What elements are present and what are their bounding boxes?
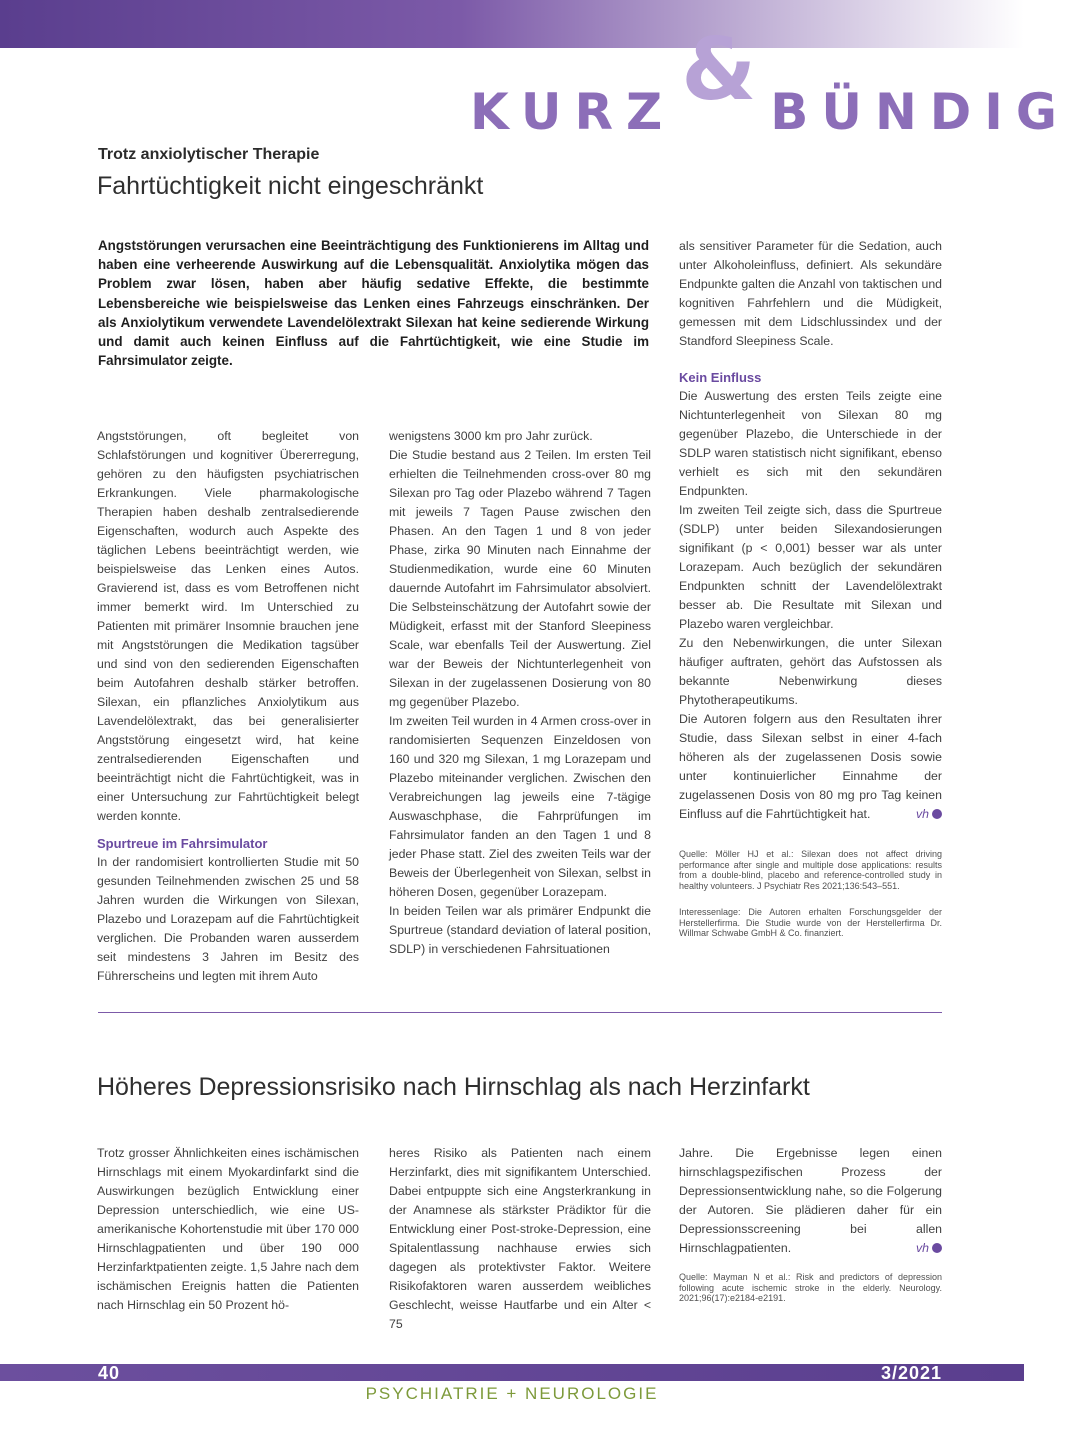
- body-text: Die Autoren folgern aus den Resultaten ihrer Studie, dass Silexan selbst in einer 4-fach höheren als der zugelassenen Dosis sowie unter kontinuierlicher Einnahme der zugelassenen Dosis von 80 mg pro Tag keinen Einfluss auf die Fahrtüchtigkeit hat.: [679, 712, 942, 821]
- article1-interests: Interessenlage: Die Autoren erhalten Forschungsgelder der Herstellerfirma. Die Studie wurde von der Herstellerfirma Dr. Willmar Schwabe GmbH & Co. finanziert.: [679, 907, 942, 938]
- journal-name: PSYCHIATRIE + NEUROLOGIE: [365, 1384, 659, 1403]
- article1-kicker: Trotz anxiolytischer Therapie: [98, 146, 320, 163]
- body-paragraph: In der randomisiert kontrollierten Studie mit 50 gesunden Teilnehmenden zwischen 25 und 58 Jahren wurden die Wirkungen von Silexan, Plazebo und Lorazepam auf die Fahrtüchtigkeit verglichen. Die Probanden waren ausserdem seit mindestens 3 Jahren im Besitz des Führerscheins und legten mit ihrem Auto: [97, 855, 359, 983]
- article1-subheading-spurtreue: Spurtreue im Fahrsimulator: [97, 836, 268, 851]
- signature-text: vh: [916, 1241, 929, 1255]
- brand-word-buendig: BÜNDIG: [770, 83, 1070, 141]
- page-number: 40: [98, 1363, 121, 1383]
- body-paragraph: als sensitiver Parameter für die Sedation, auch unter Alkoholeinfluss, definiert. Als sekundäre Endpunkte galten die Anzahl von taktischen und kognitiven Fahrfehlern und die Müdigkeit, gemessen mit dem Lidschlussindex und der Standford Sleepiness Scale.: [679, 239, 942, 348]
- end-mark-icon: [932, 1243, 942, 1253]
- body-paragraph: Im zweiten Teil zeigte sich, dass die Spurtreue (SDLP) unter beiden Silexandosierungen signifikant (p < 0,001) besser war als unter Lorazepam. Auch bezüglich der sekundären Endpunkten schnitt der Lavendelölextrakt besser ab. Die Resultate mit Silexan und Plazebo waren vergleichbar.: [679, 503, 942, 631]
- brand-word-kurz: KURZ: [470, 83, 676, 141]
- article2-column-2: [389, 1144, 651, 1334]
- body-paragraph: Die Studie bestand aus 2 Teilen. Im ersten Teil erhielten die Teilnehmenden cross-over 80 mg Silexan pro Tag oder Plazebo während 7 Tagen mit jeweils 7 Tagen Pause zwischen den Phasen. An den Tagen 1 und 8 von jeder Phase, zirka 90 Minuten nach Einnahme der Studienmedikation, wurde eine 60 Minuten dauernde Autofahrt im Fahrsimulator absolviert. Die Selbsteinschätzung der Autofahrt sowie der Müdigkeit, erfasst mit der Stanford Sleepiness Scale, war ebenfalls Teil der Auswertung. Ziel war der Beweis der Nichtunterlegenheit von Silexan in der zugelassenen Dosierung von 80 mg gegenüber Plazebo.: [389, 448, 651, 709]
- article2-column-3: [679, 1144, 942, 1304]
- brand-ampersand: &: [681, 20, 757, 120]
- body-paragraph: Trotz grosser Ähnlichkeiten eines ischämischen Hirnschlags mit einem Myokardinfarkt sind die Auswirkungen bezüglich Entwicklung einer Depression unterschiedlich, wie eine US-amerikanische Kohortenstudie mit über 170 000 Hirnschlagpatienten und über 190 000 Herzinfarktpatienten zeigte. 1,5 Jahre nach dem ischämischen Ereignis hatten die Patienten nach Hirnschlag ein 50 Prozent hö-: [97, 1146, 359, 1312]
- issue-number: 3/2021: [880, 1363, 942, 1383]
- body-text: Jahre. Die Ergebnisse legen einen hirnschlagspezifischen Prozess der Depressionsentwicklung nahe, so die Folgerung der Autoren. Sie plädieren daher für ein Depressionsscreening bei allen Hirnschlagpatienten.: [679, 1146, 942, 1255]
- section-brand: [470, 20, 1070, 141]
- article2-title: Höheres Depressionsrisiko nach Hirnschlag als nach Herzinfarkt: [97, 1073, 810, 1101]
- signature-text: vh: [916, 807, 929, 821]
- body-paragraph: heres Risiko als Patienten nach einem Herzinfarkt, dies mit signifikantem Unterschied. Dabei entpuppte sich eine Angsterkrankung in der Anamnese als stärkster Prädiktor für die Entwicklung einer Post-stroke-Depression, eine Spitalentlassung nachhause erwies sich dagegen als protektivster Faktor. Weitere Risikofaktoren waren ausserdem weibliches Geschlecht, weisse Hautfarbe und ein Alter < 75: [389, 1146, 651, 1331]
- author-signature: [916, 1239, 942, 1258]
- body-paragraph: Die Auswertung des ersten Teils zeigte eine Nichtunterlegenheit von Silexan 80 mg gegenüber Plazebo, die Unterschiede in der SDLP waren statistisch nicht signifikant, ebenso verhielt es sich mit den sekundären Endpunkten.: [679, 389, 942, 498]
- end-mark-icon: [932, 809, 942, 819]
- body-paragraph: wenigstens 3000 km pro Jahr zurück.: [389, 429, 593, 443]
- article1-subheading-kein-einfluss: Kein Einfluss: [679, 370, 762, 385]
- body-paragraph-final: [679, 710, 942, 824]
- article1-column-1: [97, 427, 359, 986]
- body-paragraph: Angststörungen, oft begleitet von Schlafstörungen und kognitiver Übererregung, gehören zu den häufigsten psychiatrischen Erkrankungen. Viele pharmakologische Therapien haben deshalb zentralsedierende Eigenschaften, wodurch auch Aspekte des täglichen Lebens beeinträchtigt werden, wie beispielsweise das Lenken eines Autos. Gravierend ist, dass es vom Betroffenen nicht immer bemerkt wird. Im Unterschied zu Patienten mit primärer Insomnie brauchen jene mit Angststörungen die Medikation tagsüber und sind von den sedierenden Eigenschaften beim Autofahren deshalb stärker betroffen. Silexan, ein pflanzliches Anxiolytikum aus Lavendelölextrakt, das bei generalisierter Angststörung eingesetzt wird, hat keine zentralsedierenden Eigenschaften und beeinträchtigt nicht die Fahrtüchtigkeit, was in einer Untersuchung zur Fahrtüchtigkeit belegt werden konnte.: [97, 429, 359, 823]
- article1-source: Quelle: Möller HJ et al.: Silexan does not affect driving performance after single and multiple dose applications: results from a double-blind, placebo and reference-controlled study in healthy volunteers. J Psychiatr Res 2021;136:543–551.: [679, 849, 942, 891]
- article1-column-3: [679, 237, 942, 939]
- article-divider: [98, 1012, 942, 1013]
- body-paragraph: Zu den Nebenwirkungen, die unter Silexan häufiger auftraten, gehört das Aufstossen als bekannte Nebenwirkung dieses Phytotherapeutikums.: [679, 636, 942, 707]
- author-signature: [916, 805, 942, 824]
- article2-source: Quelle: Mayman N et al.: Risk and predictors of depression following acute ischemic stroke in the elderly. Neurology. 2021;96(17):e2184-e2191.: [679, 1272, 942, 1303]
- body-paragraph: In beiden Teilen war als primärer Endpunkt die Spurtreue (standard deviation of lateral position, SDLP) in verschiedenen Fahrsituationen: [389, 904, 651, 956]
- body-paragraph-final: [679, 1144, 942, 1258]
- body-paragraph: Im zweiten Teil wurden in 4 Armen cross-over in randomisierten Sequenzen Einzeldosen von 160 und 320 mg Silexan, 1 mg Lorazepam und Plazebo miteinander verglichen. Zwischen den Verabreichungen lag jeweils eine 7-tägige Auswaschphase, die Fahrprüfungen im Fahrsimulator fanden an den Tagen 1 und 8 jeder Phase statt. Ziel des zweiten Teils war der Beweis der Überlegenheit von Silexan, selbst in höheren Dosen, gegenüber Lorazepam.: [389, 714, 651, 899]
- article2-column-1: [97, 1144, 359, 1315]
- article1-lead: Angststörungen verursachen eine Beeinträchtigung des Funktionierens im Alltag und haben eine verheerende Auswirkung auf die Lebensqualität. Anxiolytika mögen das Problem zwar lösen, haben aber häufig sedative Effekte, die bestimmte Lebensbereiche wie beispielsweise das Lenken eines Fahrzeugs einschränken. Der als Anxiolytikum verwendete Lavendelölextrakt Silexan hat keine sedierende Wirkung und damit auch keinen Einfluss auf die Fahrtüchtigkeit, wie eine Studie im Fahrsimulator zeigte.: [98, 238, 649, 369]
- article1-title: Fahrtüchtigkeit nicht eingeschränkt: [97, 172, 484, 200]
- article1-column-2: [389, 427, 651, 959]
- footer-bar: [0, 1364, 1024, 1381]
